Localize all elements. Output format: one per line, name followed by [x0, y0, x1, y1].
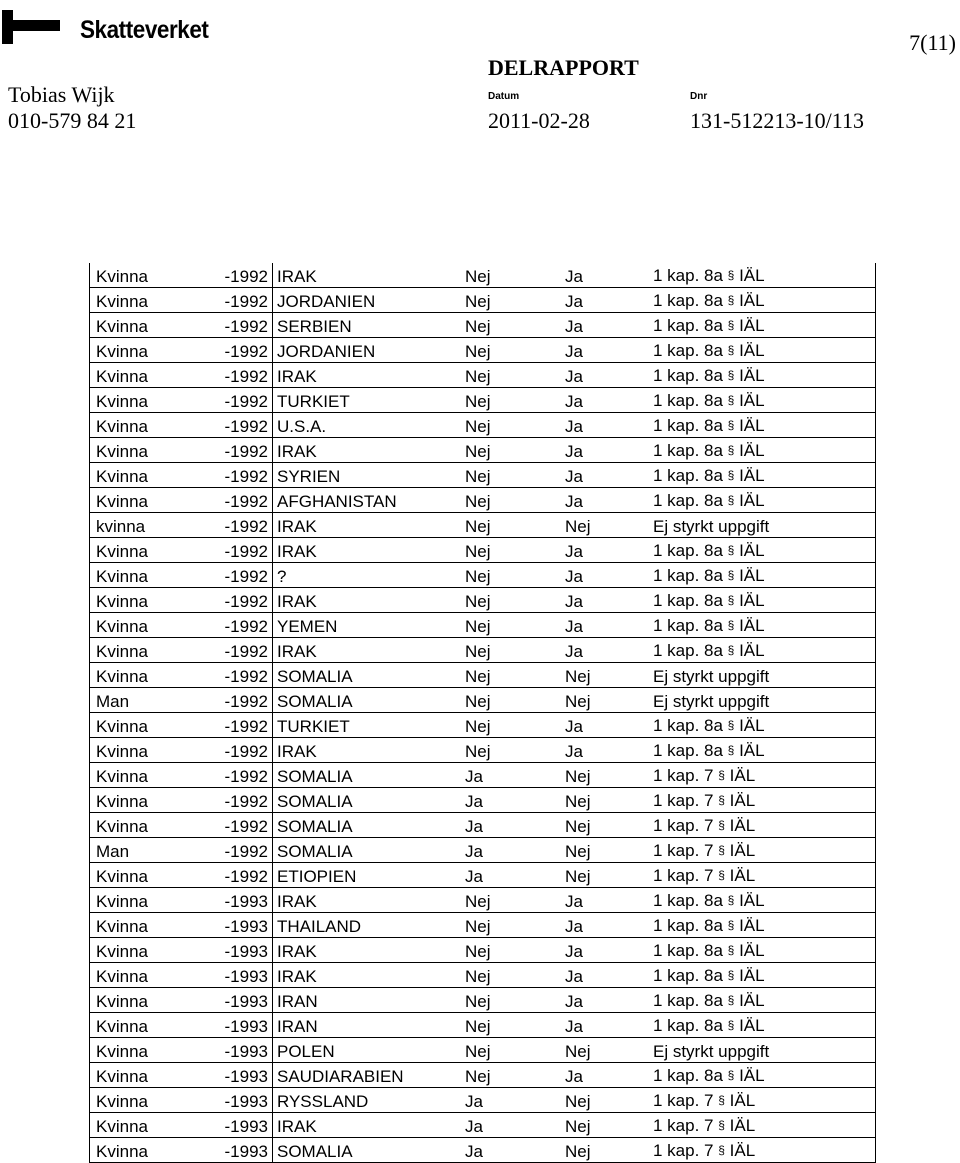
- cell-country: IRAN: [273, 1013, 466, 1038]
- cell-sex: Kvinna: [90, 1138, 181, 1163]
- section-sign: §: [727, 918, 735, 932]
- cell-col-b: Nej: [565, 1038, 653, 1063]
- cell-col-b: Ja: [565, 888, 653, 913]
- cell-col-a: Nej: [465, 938, 565, 963]
- cell-col-a: Nej: [465, 688, 565, 713]
- cell-legal-basis: 1 kap. 8a § IÄL: [653, 913, 876, 938]
- section-sign: §: [727, 968, 735, 982]
- cell-col-a: Nej: [465, 888, 565, 913]
- cell-sex: Kvinna: [90, 1063, 181, 1088]
- section-sign: §: [718, 768, 725, 782]
- brand-name: Skatteverket: [80, 16, 209, 44]
- cell-country: IRAK: [273, 938, 466, 963]
- cell-col-a: Nej: [465, 1038, 565, 1063]
- cell-legal-basis: 1 kap. 7 § IÄL: [653, 1138, 876, 1163]
- cell-legal-basis: Ej styrkt uppgift: [653, 663, 876, 688]
- cell-sex: Kvinna: [90, 988, 181, 1013]
- cell-col-a: Nej: [465, 313, 565, 338]
- cell-sex: Kvinna: [90, 538, 181, 563]
- cell-sex: Kvinna: [90, 1088, 181, 1113]
- section-sign: §: [718, 818, 725, 832]
- cell-col-b: Ja: [565, 613, 653, 638]
- table-row: [90, 488, 876, 513]
- cell-legal-basis: 1 kap. 8a § IÄL: [653, 363, 876, 388]
- cell-country: IRAK: [273, 538, 466, 563]
- cell-sex: Kvinna: [90, 713, 181, 738]
- cell-col-b: Nej: [565, 838, 653, 863]
- table-row: [90, 888, 876, 913]
- cell-col-a: Ja: [465, 838, 565, 863]
- cell-col-b: Ja: [565, 738, 653, 763]
- cell-col-b: Ja: [565, 288, 653, 313]
- cell-legal-basis: Ej styrkt uppgift: [653, 1038, 876, 1063]
- cell-legal-basis: 1 kap. 8a § IÄL: [653, 338, 876, 363]
- cell-sex: Kvinna: [90, 613, 181, 638]
- cell-country: SYRIEN: [273, 463, 466, 488]
- table-row: [90, 1088, 876, 1113]
- cell-legal-basis: 1 kap. 8a § IÄL: [653, 738, 876, 763]
- cell-legal-basis: 1 kap. 8a § IÄL: [653, 538, 876, 563]
- cell-country: IRAK: [273, 638, 466, 663]
- cell-col-b: Nej: [565, 788, 653, 813]
- cell-year: -1992: [180, 288, 273, 313]
- section-sign: §: [727, 343, 735, 357]
- section-sign: §: [718, 843, 725, 857]
- cell-year: -1992: [180, 713, 273, 738]
- cell-legal-basis: 1 kap. 8a § IÄL: [653, 988, 876, 1013]
- cell-sex: Kvinna: [90, 863, 181, 888]
- table-row: [90, 913, 876, 938]
- cell-col-a: Nej: [465, 488, 565, 513]
- cell-year: -1992: [180, 788, 273, 813]
- cell-legal-basis: 1 kap. 7 § IÄL: [653, 1088, 876, 1113]
- cell-legal-basis: 1 kap. 8a § IÄL: [653, 713, 876, 738]
- cell-col-a: Ja: [465, 1088, 565, 1113]
- cell-country: POLEN: [273, 1038, 466, 1063]
- records-table-body: [90, 263, 876, 1163]
- cell-sex: Kvinna: [90, 738, 181, 763]
- cell-year: -1993: [180, 1138, 273, 1163]
- cell-col-a: Nej: [465, 1063, 565, 1088]
- cell-col-b: Nej: [565, 688, 653, 713]
- cell-col-b: Ja: [565, 588, 653, 613]
- cell-col-b: Ja: [565, 538, 653, 563]
- cell-country: SAUDIARABIEN: [273, 1063, 466, 1088]
- cell-col-b: Ja: [565, 638, 653, 663]
- section-sign: §: [727, 293, 735, 307]
- cell-legal-basis: Ej styrkt uppgift: [653, 513, 876, 538]
- cell-col-b: Nej: [565, 513, 653, 538]
- cell-sex: Man: [90, 688, 181, 713]
- section-sign: §: [727, 718, 735, 732]
- cell-col-b: Nej: [565, 863, 653, 888]
- cell-country: SOMALIA: [273, 1138, 466, 1163]
- cell-legal-basis: 1 kap. 8a § IÄL: [653, 563, 876, 588]
- table-row: [90, 813, 876, 838]
- cell-sex: Kvinna: [90, 1038, 181, 1063]
- table-row: [90, 288, 876, 313]
- cell-col-b: Nej: [565, 763, 653, 788]
- section-sign: §: [727, 568, 735, 582]
- cell-legal-basis: 1 kap. 7 § IÄL: [653, 1113, 876, 1138]
- cell-col-b: Ja: [565, 1013, 653, 1038]
- cell-col-a: Nej: [465, 363, 565, 388]
- cell-year: -1993: [180, 1038, 273, 1063]
- cell-country: IRAK: [273, 963, 466, 988]
- cell-col-a: Nej: [465, 963, 565, 988]
- section-sign: §: [727, 543, 735, 557]
- cell-country: ETIOPIEN: [273, 863, 466, 888]
- section-sign: §: [727, 368, 735, 382]
- cell-country: SOMALIA: [273, 763, 466, 788]
- cell-country: AFGHANISTAN: [273, 488, 466, 513]
- cell-col-a: Nej: [465, 513, 565, 538]
- table-row: [90, 513, 876, 538]
- cell-year: -1992: [180, 413, 273, 438]
- cell-sex: Kvinna: [90, 488, 181, 513]
- cell-country: JORDANIEN: [273, 338, 466, 363]
- section-sign: §: [727, 993, 735, 1007]
- cell-legal-basis: 1 kap. 8a § IÄL: [653, 1063, 876, 1088]
- author-phone: 010-579 84 21: [8, 108, 137, 133]
- cell-sex: Kvinna: [90, 813, 181, 838]
- cell-sex: Kvinna: [90, 638, 181, 663]
- section-sign: §: [727, 943, 735, 957]
- cell-legal-basis: 1 kap. 7 § IÄL: [653, 813, 876, 838]
- cell-year: -1992: [180, 563, 273, 588]
- cell-year: -1993: [180, 988, 273, 1013]
- cell-col-a: Ja: [465, 863, 565, 888]
- cell-year: -1993: [180, 1113, 273, 1138]
- cell-country: ?: [273, 563, 466, 588]
- cell-sex: Kvinna: [90, 763, 181, 788]
- cell-sex: Kvinna: [90, 563, 181, 588]
- cell-col-b: Ja: [565, 263, 653, 288]
- cell-col-a: Ja: [465, 1113, 565, 1138]
- section-sign: §: [727, 268, 735, 282]
- table-row: [90, 763, 876, 788]
- cell-col-a: Ja: [465, 813, 565, 838]
- cell-col-b: Nej: [565, 1138, 653, 1163]
- cell-col-a: Nej: [465, 263, 565, 288]
- table-row: [90, 1038, 876, 1063]
- cell-sex: Kvinna: [90, 588, 181, 613]
- cell-col-a: Ja: [465, 788, 565, 813]
- cell-sex: kvinna: [90, 513, 181, 538]
- cell-col-a: Nej: [465, 538, 565, 563]
- section-sign: §: [718, 868, 725, 882]
- cell-year: -1992: [180, 363, 273, 388]
- cell-col-b: Nej: [565, 663, 653, 688]
- table-row: [90, 313, 876, 338]
- cell-col-a: Nej: [465, 463, 565, 488]
- table-row: [90, 638, 876, 663]
- cell-col-b: Ja: [565, 563, 653, 588]
- cell-col-a: Nej: [465, 663, 565, 688]
- cell-col-a: Nej: [465, 388, 565, 413]
- cell-year: -1993: [180, 1063, 273, 1088]
- cell-year: -1992: [180, 338, 273, 363]
- cell-year: -1992: [180, 463, 273, 488]
- cell-country: YEMEN: [273, 613, 466, 638]
- cell-sex: Kvinna: [90, 288, 181, 313]
- cell-legal-basis: 1 kap. 8a § IÄL: [653, 388, 876, 413]
- section-sign: §: [727, 893, 735, 907]
- table-row: [90, 463, 876, 488]
- cell-col-a: Nej: [465, 738, 565, 763]
- cell-country: SERBIEN: [273, 313, 466, 338]
- cell-country: THAILAND: [273, 913, 466, 938]
- cell-col-b: Ja: [565, 713, 653, 738]
- table-row: [90, 1138, 876, 1163]
- page-number: 7(11): [909, 30, 956, 55]
- cell-year: -1993: [180, 963, 273, 988]
- table-row: [90, 413, 876, 438]
- cell-sex: Kvinna: [90, 1013, 181, 1038]
- cell-country: IRAK: [273, 363, 466, 388]
- table-row: [90, 713, 876, 738]
- cell-year: -1992: [180, 388, 273, 413]
- cell-year: -1992: [180, 638, 273, 663]
- cell-legal-basis: 1 kap. 8a § IÄL: [653, 263, 876, 288]
- cell-legal-basis: 1 kap. 8a § IÄL: [653, 963, 876, 988]
- cell-year: -1992: [180, 763, 273, 788]
- cell-col-a: Nej: [465, 613, 565, 638]
- table-row: [90, 563, 876, 588]
- cell-year: -1992: [180, 313, 273, 338]
- cell-sex: Kvinna: [90, 413, 181, 438]
- cell-col-a: Nej: [465, 988, 565, 1013]
- cell-country: IRAK: [273, 263, 466, 288]
- cell-col-b: Ja: [565, 1063, 653, 1088]
- cell-year: -1992: [180, 863, 273, 888]
- dnr-value: 131-512213-10/113: [690, 108, 864, 133]
- cell-col-a: Nej: [465, 413, 565, 438]
- cell-col-b: Nej: [565, 1088, 653, 1113]
- cell-country: U.S.A.: [273, 413, 466, 438]
- section-sign: §: [727, 443, 735, 457]
- cell-country: IRAK: [273, 738, 466, 763]
- cell-sex: Kvinna: [90, 313, 181, 338]
- cell-sex: Kvinna: [90, 913, 181, 938]
- cell-country: IRAK: [273, 588, 466, 613]
- table-row: [90, 538, 876, 563]
- cell-country: RYSSLAND: [273, 1088, 466, 1113]
- cell-country: SOMALIA: [273, 663, 466, 688]
- cell-sex: Kvinna: [90, 338, 181, 363]
- section-sign: §: [718, 1093, 725, 1107]
- cell-col-a: Ja: [465, 1138, 565, 1163]
- cell-legal-basis: 1 kap. 8a § IÄL: [653, 288, 876, 313]
- cell-legal-basis: 1 kap. 8a § IÄL: [653, 638, 876, 663]
- table-row: [90, 613, 876, 638]
- cell-legal-basis: 1 kap. 8a § IÄL: [653, 313, 876, 338]
- cell-year: -1992: [180, 688, 273, 713]
- cell-col-a: Nej: [465, 913, 565, 938]
- cell-col-a: Ja: [465, 763, 565, 788]
- cell-col-b: Ja: [565, 963, 653, 988]
- cell-col-b: Ja: [565, 913, 653, 938]
- table-row: [90, 988, 876, 1013]
- table-row: [90, 863, 876, 888]
- document-title: DELRAPPORT: [488, 55, 639, 80]
- table-row: [90, 838, 876, 863]
- table-row: [90, 788, 876, 813]
- cell-sex: Kvinna: [90, 963, 181, 988]
- table-row: [90, 738, 876, 763]
- date-value: 2011-02-28: [488, 108, 590, 133]
- cell-year: -1992: [180, 663, 273, 688]
- cell-country: SOMALIA: [273, 688, 466, 713]
- cell-country: SOMALIA: [273, 788, 466, 813]
- cell-year: -1993: [180, 938, 273, 963]
- cell-col-b: Ja: [565, 438, 653, 463]
- table-row: [90, 1063, 876, 1088]
- cell-country: IRAK: [273, 513, 466, 538]
- section-sign: §: [727, 618, 735, 632]
- cell-sex: Kvinna: [90, 388, 181, 413]
- cell-col-a: Nej: [465, 1013, 565, 1038]
- cell-country: SOMALIA: [273, 813, 466, 838]
- cell-legal-basis: 1 kap. 8a § IÄL: [653, 463, 876, 488]
- section-sign: §: [727, 418, 735, 432]
- table-row: [90, 1113, 876, 1138]
- section-sign: §: [727, 593, 735, 607]
- cell-year: -1992: [180, 813, 273, 838]
- cell-legal-basis: 1 kap. 7 § IÄL: [653, 863, 876, 888]
- section-sign: §: [727, 393, 735, 407]
- table-row: [90, 688, 876, 713]
- records-table: [89, 263, 876, 1163]
- cell-col-b: Ja: [565, 388, 653, 413]
- dnr-label: Dnr: [690, 91, 708, 102]
- section-sign: §: [727, 643, 735, 657]
- table-row: [90, 663, 876, 688]
- cell-sex: Kvinna: [90, 263, 181, 288]
- table-row: [90, 338, 876, 363]
- table-row: [90, 388, 876, 413]
- skatteverket-logo-icon: [0, 10, 70, 44]
- section-sign: §: [718, 1143, 725, 1157]
- cell-country: IRAK: [273, 888, 466, 913]
- section-sign: §: [718, 793, 725, 807]
- cell-year: -1993: [180, 1088, 273, 1113]
- cell-sex: Kvinna: [90, 938, 181, 963]
- cell-col-a: Nej: [465, 638, 565, 663]
- cell-legal-basis: 1 kap. 7 § IÄL: [653, 763, 876, 788]
- cell-col-b: Ja: [565, 338, 653, 363]
- cell-year: -1992: [180, 588, 273, 613]
- cell-col-b: Ja: [565, 413, 653, 438]
- cell-legal-basis: 1 kap. 7 § IÄL: [653, 788, 876, 813]
- cell-year: -1992: [180, 838, 273, 863]
- cell-year: -1993: [180, 888, 273, 913]
- cell-sex: Kvinna: [90, 663, 181, 688]
- cell-col-b: Nej: [565, 813, 653, 838]
- cell-country: TURKIET: [273, 713, 466, 738]
- cell-legal-basis: 1 kap. 7 § IÄL: [653, 838, 876, 863]
- date-label: Datum: [488, 91, 520, 102]
- cell-col-a: Nej: [465, 338, 565, 363]
- cell-country: TURKIET: [273, 388, 466, 413]
- section-sign: §: [727, 1068, 735, 1082]
- section-sign: §: [727, 493, 735, 507]
- cell-sex: Kvinna: [90, 438, 181, 463]
- cell-col-b: Nej: [565, 1113, 653, 1138]
- cell-col-b: Ja: [565, 988, 653, 1013]
- cell-col-b: Ja: [565, 938, 653, 963]
- cell-country: IRAK: [273, 438, 466, 463]
- cell-year: -1992: [180, 263, 273, 288]
- cell-legal-basis: 1 kap. 8a § IÄL: [653, 938, 876, 963]
- cell-col-a: Nej: [465, 713, 565, 738]
- cell-col-b: Ja: [565, 313, 653, 338]
- cell-year: -1992: [180, 538, 273, 563]
- cell-country: IRAN: [273, 988, 466, 1013]
- table-row: [90, 438, 876, 463]
- cell-col-a: Nej: [465, 288, 565, 313]
- cell-legal-basis: 1 kap. 8a § IÄL: [653, 888, 876, 913]
- author-name: Tobias Wijk: [8, 82, 115, 107]
- cell-year: -1992: [180, 488, 273, 513]
- cell-year: -1992: [180, 613, 273, 638]
- table-row: [90, 588, 876, 613]
- cell-year: -1992: [180, 513, 273, 538]
- section-sign: §: [727, 468, 735, 482]
- cell-year: -1993: [180, 1013, 273, 1038]
- cell-year: -1993: [180, 913, 273, 938]
- cell-legal-basis: 1 kap. 8a § IÄL: [653, 488, 876, 513]
- table-row: [90, 938, 876, 963]
- cell-legal-basis: Ej styrkt uppgift: [653, 688, 876, 713]
- section-sign: §: [718, 1118, 725, 1132]
- cell-legal-basis: 1 kap. 8a § IÄL: [653, 613, 876, 638]
- cell-col-b: Ja: [565, 363, 653, 388]
- cell-legal-basis: 1 kap. 8a § IÄL: [653, 588, 876, 613]
- cell-col-a: Nej: [465, 563, 565, 588]
- cell-year: -1992: [180, 438, 273, 463]
- table-row: [90, 963, 876, 988]
- section-sign: §: [727, 318, 735, 332]
- cell-sex: Kvinna: [90, 1113, 181, 1138]
- section-sign: §: [727, 743, 735, 757]
- cell-sex: Kvinna: [90, 788, 181, 813]
- cell-col-b: Ja: [565, 463, 653, 488]
- cell-col-a: Nej: [465, 588, 565, 613]
- cell-country: JORDANIEN: [273, 288, 466, 313]
- table-row: [90, 363, 876, 388]
- cell-legal-basis: 1 kap. 8a § IÄL: [653, 1013, 876, 1038]
- cell-year: -1992: [180, 738, 273, 763]
- cell-legal-basis: 1 kap. 8a § IÄL: [653, 438, 876, 463]
- table-row: [90, 1013, 876, 1038]
- cell-sex: Kvinna: [90, 363, 181, 388]
- table-row: [90, 263, 876, 288]
- cell-country: SOMALIA: [273, 838, 466, 863]
- cell-col-b: Ja: [565, 488, 653, 513]
- cell-country: IRAK: [273, 1113, 466, 1138]
- cell-col-a: Nej: [465, 438, 565, 463]
- cell-sex: Kvinna: [90, 463, 181, 488]
- cell-sex: Man: [90, 838, 181, 863]
- cell-sex: Kvinna: [90, 888, 181, 913]
- section-sign: §: [727, 1018, 735, 1032]
- cell-legal-basis: 1 kap. 8a § IÄL: [653, 413, 876, 438]
